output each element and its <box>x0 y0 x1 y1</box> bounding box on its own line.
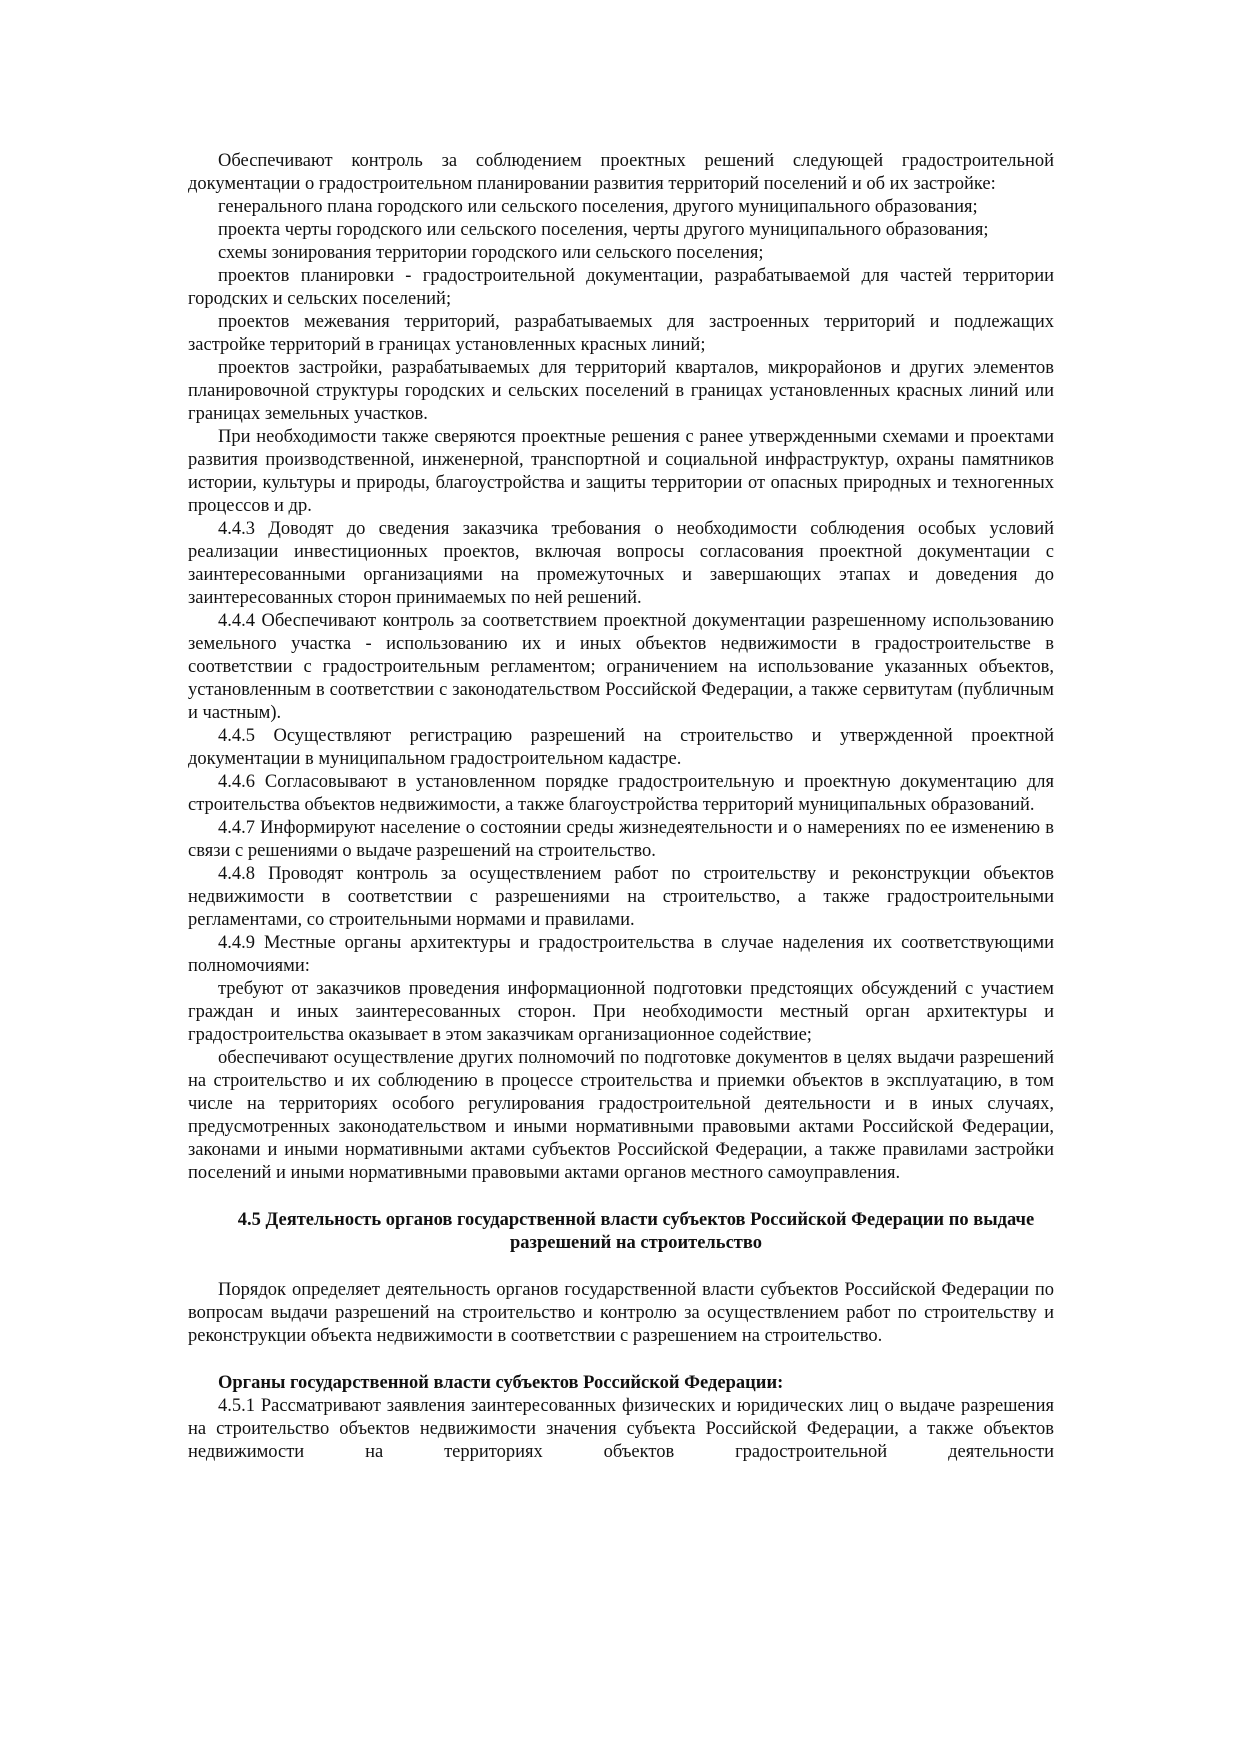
section-heading-4-5: 4.5 Деятельность органов государственной власти субъектов Российской Федерации по выдаче разрешений на строительство <box>237 1210 1035 1253</box>
list-item: проектов планировки - градостроительной документации, разрабатываемой для частей территории городских и сельских поселений; <box>188 266 1054 309</box>
list-item: обеспечивают осуществление других полномочий по подготовке документов в целях выдачи разрешений на строительство и их соблюдению в процессе строительства и приемки объектов в эксплуатацию, в том числе на территориях особого регулирования градостроительной деятельности и в иных случаях, предусмотренных законодательством и иными нормативными правовыми актами Российской Федерации, законами и иными нормативными актами субъектов Российской Федерации, а также правилами застройки поселений и иными нормативными правовыми актами органов местного самоуправления. <box>188 1048 1054 1183</box>
paragraph-4-4-8: 4.4.8 Проводят контроль за осуществлением работ по строительству и реконструкции объектов недвижимости в соответствии с разрешениями на строительство, а также градостроительными регламентами, со строительными нормами и правилами. <box>188 864 1054 930</box>
paragraph-4-4-6: 4.4.6 Согласовывают в установленном порядке градостроительную и проектную документацию для строительства объектов недвижимости, а также благоустройства территорий муниципальных образований. <box>188 772 1054 815</box>
paragraph: При необходимости также сверяются проектные решения с ранее утвержденными схемами и проектами развития производственной, инженерной, транспортной и социальной инфраструктур, охраны памятников истории, культуры и природы, благоустройства и защиты территории от опасных природных и техногенных процессов и др. <box>188 427 1054 516</box>
paragraph-4-4-5: 4.4.5 Осуществляют регистрацию разрешений на строительство и утвержденной проектной документации в муниципальном градостроительном кадастре. <box>188 726 1054 769</box>
list-item: генерального плана городского или сельского поселения, другого муниципального образования; <box>218 197 978 217</box>
paragraph-4-4-3: 4.4.3 Доводят до сведения заказчика требования о необходимости соблюдения особых условий реализации инвестиционных проектов, включая вопросы согласования проектной документации с заинтересованными организациями на промежуточных и завершающих этапах и доведения до заинтересованных сторон принимаемых по ней решений. <box>188 519 1054 608</box>
paragraph-4-4-7: 4.4.7 Информируют население о состоянии среды жизнедеятельности и о намерениях по ее изменению в связи с решениями о выдаче разрешений на строительство. <box>188 818 1054 861</box>
list-item: схемы зонирования территории городского или сельского поселения; <box>218 243 764 263</box>
paragraph-4-4-9: 4.4.9 Местные органы архитектуры и градостроительства в случае наделения их соответствующими полномочиями: <box>188 933 1054 976</box>
list-item: требуют от заказчиков проведения информационной подготовки предстоящих обсуждений с участием граждан и иных заинтересованных сторон. При необходимости местный орган архитектуры и градостроительства оказывает в этом заказчикам организационное содействие; <box>188 979 1054 1045</box>
section-intro: Порядок определяет деятельность органов государственной власти субъектов Российской Федерации по вопросам выдачи разрешений на строительство и контролю за осуществлением работ по строительству и реконструкции объекта недвижимости в соответствии с разрешением на строительство. <box>188 1280 1054 1346</box>
subheading: Органы государственной власти субъектов Российской Федерации: <box>218 1373 784 1393</box>
paragraph-4-4-4: 4.4.4 Обеспечивают контроль за соответствием проектной документации разрешенному использованию земельного участка - использованию их и иных объектов недвижимости в градостроительстве в соответствии с градостроительным регламентом; ограничением на использование указанных объектов, установленным в соответствии с законодательством Российской Федерации, а также сервитутам (публичным и частным). <box>188 611 1054 723</box>
list-item: проектов застройки, разрабатываемых для территорий кварталов, микрорайонов и других элементов планировочной структуры городских и сельских поселений в границах установленных красных линий или границах земельных участков. <box>188 358 1054 424</box>
list-item: проектов межевания территорий, разрабатываемых для застроенных территорий и подлежащих застройке территорий в границах установленных красных линий; <box>188 312 1054 355</box>
paragraph-4-5-1: 4.5.1 Рассматривают заявления заинтересованных физических и юридических лиц о выдаче разрешения на строительство объектов недвижимости значения субъекта Российской Федерации, а также объектов недвижимости на территориях объектов градостроительной деятельности <box>188 1396 1054 1462</box>
list-item: проекта черты городского или сельского поселения, черты другого муниципального образования; <box>218 220 989 240</box>
document-page <box>188 150 1054 1464</box>
paragraph: Обеспечивают контроль за соблюдением проектных решений следующей градостроительной документации о градостроительном планировании развития территорий поселений и об их застройке: <box>188 151 1054 194</box>
